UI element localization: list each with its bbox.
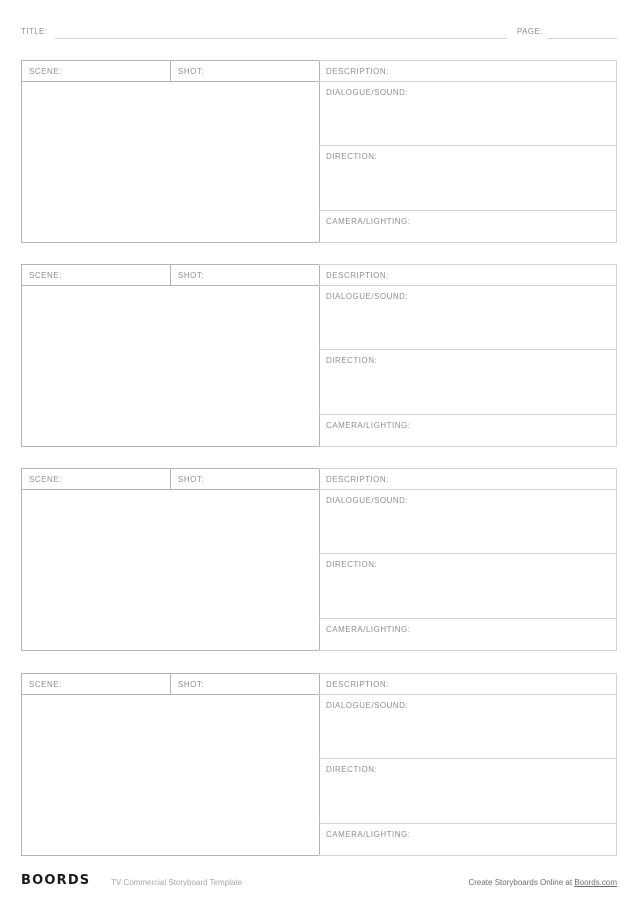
camera-lighting-label: CAMERA/LIGHTING: <box>326 421 411 430</box>
camera-lighting-label: CAMERA/LIGHTING: <box>326 625 411 634</box>
description-field[interactable] <box>319 674 616 695</box>
frame-left-column <box>21 60 320 243</box>
sketch-panel[interactable] <box>22 695 319 855</box>
scene-field[interactable] <box>22 61 171 82</box>
dialogue-sound-label: DIALOGUE/SOUND: <box>326 701 409 710</box>
camera-lighting-label: CAMERA/LIGHTING: <box>326 217 411 226</box>
scene-label: SCENE: <box>29 67 62 76</box>
camera-lighting-field[interactable] <box>319 619 616 650</box>
cta-text: Create Storyboards Online at <box>468 878 575 887</box>
frame-left-column <box>21 673 320 856</box>
direction-label: DIRECTION: <box>326 765 378 774</box>
frame-notes-column <box>319 60 617 243</box>
frame-left-column <box>21 468 320 651</box>
direction-label: DIRECTION: <box>326 356 378 365</box>
description-label: DESCRIPTION: <box>326 680 389 689</box>
page-number-field[interactable] <box>547 38 617 39</box>
camera-lighting-label: CAMERA/LIGHTING: <box>326 830 411 839</box>
storyboard-frame <box>21 264 617 447</box>
camera-lighting-field[interactable] <box>319 824 616 855</box>
shot-label: SHOT: <box>178 271 205 280</box>
frame-left-column <box>21 264 320 447</box>
template-name: TV Commercial Storyboard Template <box>111 878 243 887</box>
direction-field[interactable] <box>319 554 616 619</box>
description-field[interactable] <box>319 469 616 490</box>
description-label: DESCRIPTION: <box>326 271 389 280</box>
description-field[interactable] <box>319 61 616 82</box>
page-label: PAGE: <box>517 27 543 36</box>
direction-label: DIRECTION: <box>326 152 378 161</box>
shot-label: SHOT: <box>178 67 205 76</box>
direction-field[interactable] <box>319 759 616 824</box>
direction-label: DIRECTION: <box>326 560 378 569</box>
sketch-panel[interactable] <box>22 490 319 650</box>
storyboard-frame <box>21 468 617 651</box>
dialogue-sound-field[interactable] <box>319 286 616 350</box>
storyboard-frame <box>21 60 617 243</box>
scene-field[interactable] <box>22 674 171 695</box>
dialogue-sound-label: DIALOGUE/SOUND: <box>326 292 409 301</box>
scene-label: SCENE: <box>29 271 62 280</box>
storyboard-frame <box>21 673 617 856</box>
footer-cta <box>468 878 617 887</box>
shot-label: SHOT: <box>178 475 205 484</box>
shot-label: SHOT: <box>178 680 205 689</box>
scene-label: SCENE: <box>29 680 62 689</box>
scene-field[interactable] <box>22 265 171 286</box>
camera-lighting-field[interactable] <box>319 415 616 446</box>
boords-logo: BOORDS <box>21 873 91 888</box>
shot-field[interactable] <box>171 469 319 490</box>
dialogue-sound-field[interactable] <box>319 695 616 759</box>
sketch-panel[interactable] <box>22 82 319 242</box>
camera-lighting-field[interactable] <box>319 211 616 242</box>
shot-field[interactable] <box>171 61 319 82</box>
direction-field[interactable] <box>319 350 616 415</box>
description-label: DESCRIPTION: <box>326 67 389 76</box>
boords-link[interactable]: Boords.com <box>574 878 617 887</box>
dialogue-sound-field[interactable] <box>319 490 616 554</box>
title-field[interactable] <box>55 38 507 39</box>
description-label: DESCRIPTION: <box>326 475 389 484</box>
frame-notes-column <box>319 264 617 447</box>
frame-notes-column <box>319 468 617 651</box>
dialogue-sound-label: DIALOGUE/SOUND: <box>326 88 409 97</box>
footer <box>21 873 617 891</box>
dialogue-sound-label: DIALOGUE/SOUND: <box>326 496 409 505</box>
shot-field[interactable] <box>171 265 319 286</box>
scene-field[interactable] <box>22 469 171 490</box>
description-field[interactable] <box>319 265 616 286</box>
title-label: TITLE: <box>21 27 48 36</box>
shot-field[interactable] <box>171 674 319 695</box>
frame-notes-column <box>319 673 617 856</box>
sketch-panel[interactable] <box>22 286 319 446</box>
dialogue-sound-field[interactable] <box>319 82 616 146</box>
direction-field[interactable] <box>319 146 616 211</box>
scene-label: SCENE: <box>29 475 62 484</box>
